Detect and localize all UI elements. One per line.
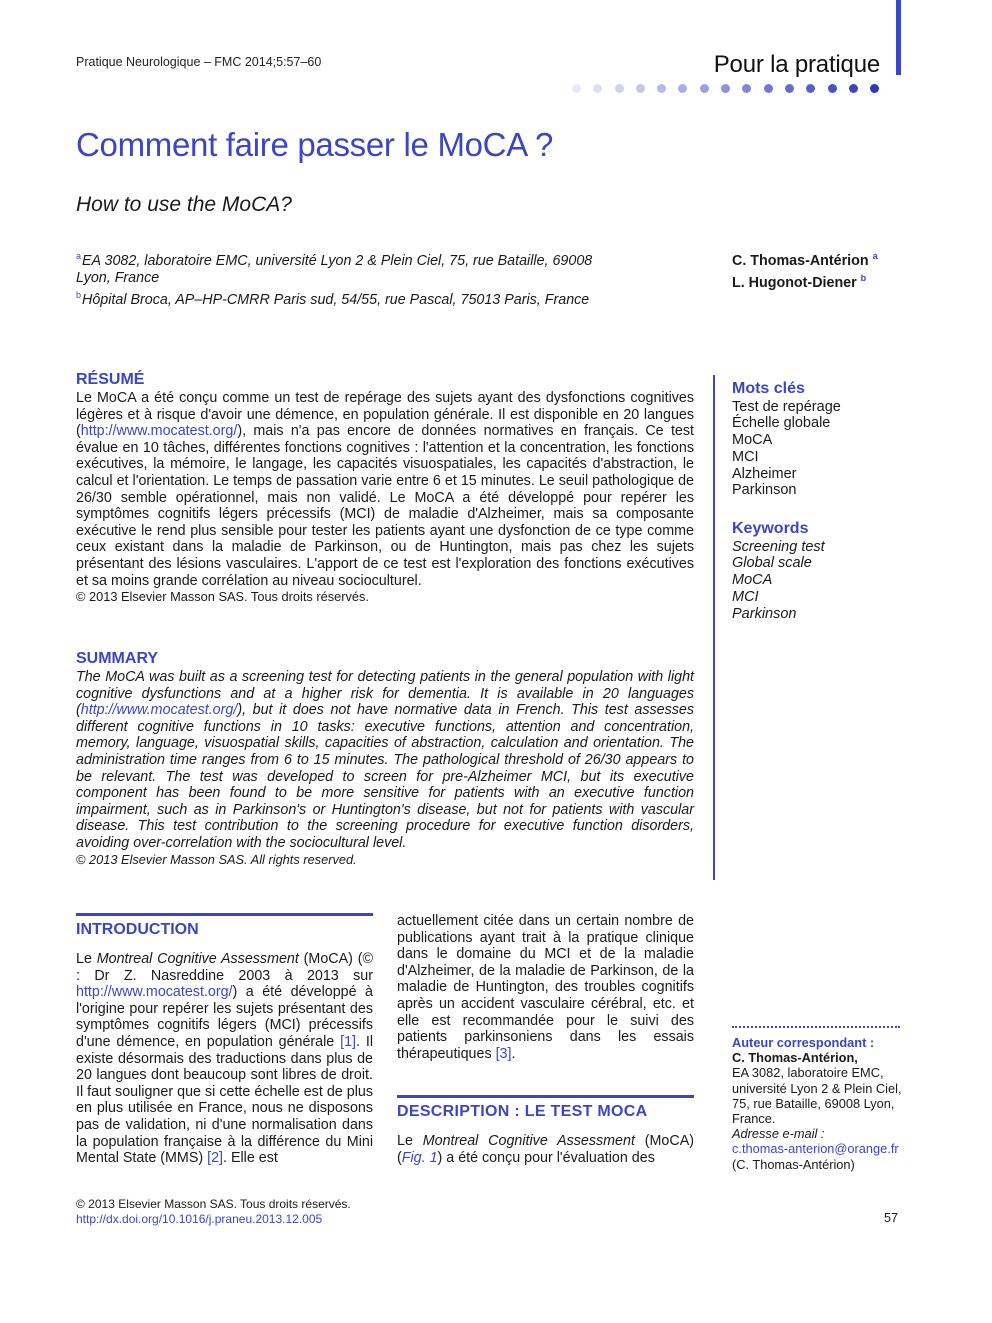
mots-cles-item: Échelle globale	[732, 415, 831, 432]
reference-link[interactable]: [2]	[207, 1150, 223, 1167]
article-subtitle: How to use the MoCA?	[76, 193, 292, 216]
header-dot	[806, 84, 815, 93]
footer-copyright: © 2013 Elsevier Masson SAS. Tous droits réservés.	[76, 1197, 351, 1211]
correspondence-heading: Auteur correspondant :	[732, 1035, 875, 1050]
keywords-side-rule	[713, 375, 715, 880]
header-dot	[572, 84, 581, 93]
affiliation-a-line2: Lyon, France	[76, 270, 160, 286]
author-1-sup: a	[872, 251, 878, 261]
header-dot	[849, 84, 858, 93]
affiliation-b	[76, 287, 636, 309]
summary-body	[76, 669, 694, 868]
header-dot	[615, 84, 624, 93]
intro-link[interactable]: http://www.mocatest.org/	[76, 984, 233, 1001]
introduction-heading: INTRODUCTION	[76, 921, 199, 938]
header-accent-bar	[896, 0, 901, 75]
resume-text-2: ), mais n'a pas encore de données normatives en français. Ce test évalue en 10 tâches, différentes fonctions cognitives : l'attention et la concentration, les fonctions exécutives, la mémoire, le langage, les capacités visuospatiales, les capacités d'abstraction, le calcul et l'orientation. Le temps de passation varie entre 6 et 15 minutes. Le seuil pathologique de 26/30 semble opérationnel, mais non validé. Le MoCA a été développé pour repérer les symptômes cognitifs légers précessifs (MCI) de maladie d'Alzheimer, mais sa composante exécutive le rend plus sensible pour tester les patients ayant une dysfonction de ce type comme ceux existant dans la maladie de Parkinson, ou de Huntington, mais pas chez les sujets présentant des lésions vasculaires. L'apport de ce test est l'exploration des fonctions exécutives et sa moins grande corrélation au niveau socioculturel.	[76, 423, 694, 589]
page-number: 57	[884, 1211, 898, 1225]
keywords-item: MoCA	[732, 572, 773, 589]
keywords-item: Screening test	[732, 538, 825, 555]
introduction-paragraph-2	[397, 913, 694, 1062]
keywords-item: Parkinson	[732, 605, 797, 622]
correspondence-name: C. Thomas-Antérion,	[732, 1050, 858, 1066]
introduction-paragraph-1	[76, 951, 373, 1167]
keywords-item: MCI	[732, 588, 759, 605]
keywords-block	[732, 521, 902, 622]
description-heading: DESCRIPTION : LE TEST MOCA	[397, 1103, 648, 1120]
header-dot	[785, 84, 794, 93]
header-dot-row	[572, 84, 891, 94]
keywords-heading: Keywords	[732, 520, 809, 537]
resume-link[interactable]: http://www.mocatest.org/	[80, 423, 238, 440]
correspondence-email-label: Adresse e-mail :	[732, 1126, 825, 1142]
mots-cles-heading: Mots clés	[732, 380, 805, 397]
author-list	[732, 248, 902, 292]
header-dot	[700, 84, 709, 93]
summary-link[interactable]: http://www.mocatest.org/	[80, 702, 238, 719]
description-italic: Montreal Cognitive Assessment	[422, 1133, 635, 1149]
affiliation-a-sup: a	[76, 251, 82, 261]
affiliation-b-sup: b	[76, 290, 82, 300]
footer-doi-link[interactable]: http://dx.doi.org/10.1016/j.praneu.2013.12.005	[76, 1212, 323, 1226]
header-dot	[870, 84, 879, 93]
intro-text: Le	[76, 951, 97, 967]
affiliation-b-line1: Hôpital Broca, AP–HP-CMRR Paris sud, 54/55, rue Pascal, 75013 Paris, France	[82, 292, 590, 308]
description-rule	[397, 1095, 694, 1098]
mots-cles-item: MCI	[732, 448, 759, 465]
header-dot	[764, 84, 773, 93]
description-paragraph	[397, 1133, 694, 1166]
author-2-sup: b	[860, 273, 867, 283]
affiliation-a	[76, 248, 636, 287]
author-2	[732, 270, 902, 292]
introduction-rule	[76, 913, 373, 916]
header-dot	[721, 84, 730, 93]
header-dot	[828, 84, 837, 93]
header-dot	[593, 84, 602, 93]
correspondence-address: EA 3082, laboratoire EMC, université Lyon 2 & Plein Ciel, 75, rue Bataille, 69008 Lyon, France.	[732, 1065, 902, 1127]
mots-cles-item: MoCA	[732, 432, 773, 449]
correspondence-block	[732, 1035, 902, 1172]
keywords-item: Global scale	[732, 555, 812, 572]
intro-text: . Elle est	[223, 1150, 278, 1167]
intro-text: .	[511, 1045, 516, 1062]
description-text: Le	[397, 1133, 423, 1149]
reference-link[interactable]: [1]	[340, 1033, 357, 1050]
resume-heading: RÉSUMÉ	[76, 371, 145, 388]
author-1	[732, 248, 902, 270]
resume-text-1: Le MoCA a été conçu comme un test de repérage des sujets ayant des dysfonctions cognitives légères et à risque d'avoir une démence, en population générale. Il est disponible en 20 langues (	[76, 390, 694, 440]
author-1-name: C. Thomas-Antérion	[732, 253, 869, 269]
author-2-name: L. Hugonot-Diener	[732, 275, 857, 291]
resume-copyright: © 2013 Elsevier Masson SAS. Tous droits réservés.	[76, 589, 369, 605]
header-dot	[742, 84, 751, 93]
footer	[76, 1197, 351, 1227]
intro-italic: Montreal Cognitive Assessment	[96, 951, 299, 967]
mots-cles-item: Alzheimer	[732, 465, 797, 482]
header-dot	[657, 84, 666, 93]
article-title: Comment faire passer le MoCA ?	[76, 126, 554, 163]
summary-text-1: The MoCA was built as a screening test for detecting patients in the general population with light cognitive dysfunctions and at a higher risk for dementia. It is available in 20 languages (	[76, 669, 694, 719]
summary-text-2: ), but it does not have normative data in French. This test assesses different cognitive functions in 10 tasks: executive functions, attention and concentration, memory, language, visuospatial skills, capacities of abstraction, calculation and orientation. The administration time ranges from 6 to 15 minutes. The pathological threshold of 26/30 appears to be relevant. The test was developed to screen for pre-Alzheimer MCI, but its executive component has been found to be more sensitive for patients with an executive function impairment, such as in Parkinson's or Huntington's disease, but not for patients with vascular disease. This test contribution to the screening procedure for executive function disorders, avoiding over-correlation with the sociocultural level.	[76, 702, 694, 851]
header-dot	[636, 84, 645, 93]
reference-link[interactable]: [3]	[495, 1045, 512, 1062]
summary-heading: SUMMARY	[76, 650, 159, 667]
description-text: ) a été conçu pour l'évaluation des	[437, 1149, 655, 1166]
correspondence-email-line	[732, 1141, 902, 1171]
section-label: Pour la pratique	[713, 51, 880, 78]
mots-cles-item: Parkinson	[732, 482, 797, 499]
header-dot	[678, 84, 687, 93]
correspondence-email[interactable]: c.thomas-anterion@orange.fr	[732, 1141, 899, 1157]
figure-link[interactable]: Fig. 1	[401, 1149, 438, 1166]
correspondence-rule	[732, 1026, 900, 1029]
resume-body	[76, 390, 694, 605]
affiliation-a-line1: EA 3082, laboratoire EMC, université Lyon 2 & Plein Ciel, 75, rue Bataille, 69008	[82, 253, 593, 269]
mots-cles-block	[732, 381, 902, 499]
intro-text: actuellement citée dans un certain nombre de publications ayant trait à la pratique clinique dans le domaine du MCI et de la maladie d'Alzheimer, de la maladie de Parkinson, de la maladie de Huntington, des troubles cognitifs après un accident vasculaire cérébral, etc. et elle est recommandée pour le suivi des patients parkinsoniens dans les essais thérapeutiques	[397, 913, 694, 1062]
intro-text: ) a été développé à l'origine pour repérer les sujets présentant des symptômes cognitifs légers (MCI) précessifs d'une démence, en population générale	[76, 984, 373, 1050]
correspondence-email-suffix: (C. Thomas-Antérion)	[732, 1156, 855, 1172]
affiliations	[76, 248, 636, 309]
mots-cles-item: Test de repérage	[732, 398, 841, 415]
intro-text: (MoCA) (© : Dr Z. Nasreddine 2003 à 2013 sur	[76, 951, 373, 984]
intro-text: . Il existe désormais des traductions dans plus de 20 langues dont beaucoup sont libres de droit. Il faut souligner que si cette échelle est de plus en plus utilisée en France, nous ne disposons pas de validation, ni d'une normalisation dans la population française à la différence du Mini Mental State (MMS)	[76, 1033, 374, 1167]
journal-citation: Pratique Neurologique – FMC 2014;5:57–60	[76, 55, 322, 69]
description-text: (MoCA) (	[397, 1133, 695, 1166]
summary-copyright: © 2013 Elsevier Masson SAS. All rights reserved.	[76, 851, 357, 867]
